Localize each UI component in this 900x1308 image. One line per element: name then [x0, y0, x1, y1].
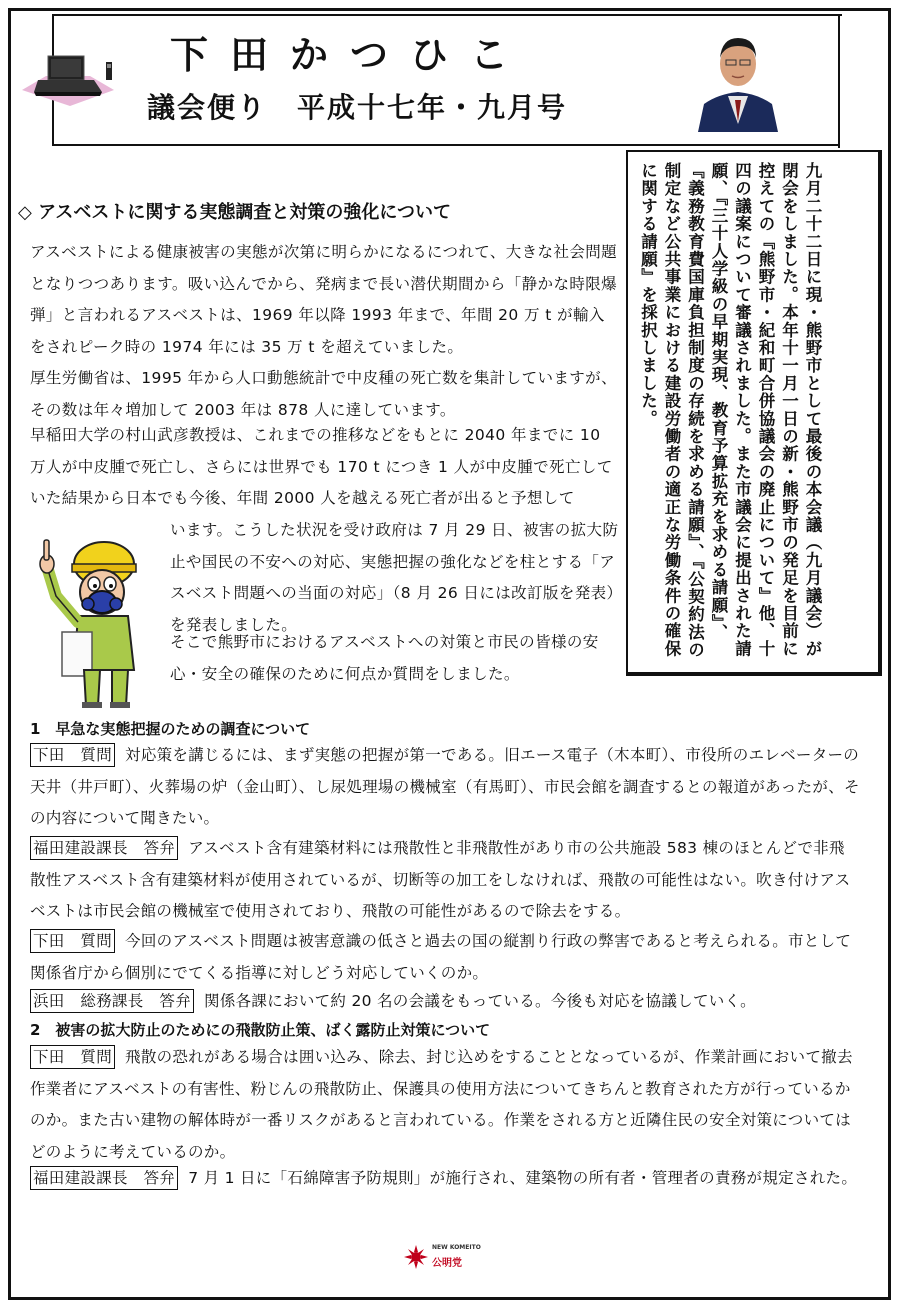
speaker-tag: 下田 質問: [30, 929, 115, 953]
article-paragraph-1: アスベストによる健康被害の実態が次第に明らかになるにつれて、大きな社会問題となりつつあります。吸い込んでから、発病まで長い潜伏期間から「静かな時限爆弾」と言われるアスベストは、1969 年以降 1993 年まで、年間 20 万 t が輸入をされピーク時の 1974 年には 35 万 t を超えていました。: [30, 243, 618, 356]
section-1-title: 1 早急な実態把握のための調査について: [30, 720, 311, 738]
laptop-icon: [18, 50, 128, 110]
qa-item: [30, 740, 860, 835]
header-top-rule: [52, 14, 842, 16]
qa-item: [30, 833, 860, 928]
qa-text: 対応策を講じるには、まず実態の把握が第一である。旧エース電子（木本町）、市役所のエレベーターの天井（井戸町）、火葬場の炉（金山町）、し尿処理場の機械室（有馬町）、市民会館を調査するとの報道があったが、その内容について聞きたい。: [30, 746, 860, 827]
qa-item: [30, 1042, 860, 1168]
council-summary-box: [626, 150, 882, 676]
qa-item: [30, 986, 860, 1018]
speaker-tag: 福田建設課長 答弁: [30, 836, 178, 860]
article-paragraph-2: 厚生労働省は、1995 年から人口動態統計で中皮種の死亡数を集計していますが、その数は年々増加して 2003 年は 878 人に達しています。: [30, 369, 617, 419]
page-subtitle: 議会便り 平成十七年・九月号: [147, 91, 568, 124]
article-heading: ◇ アスベストに関する実態調査と対策の強化について: [18, 202, 452, 223]
author-portrait: [688, 24, 788, 132]
section-2-title: 2 被害の拡大防止のためにの飛散防止策、ばく露防止対策について: [30, 1021, 491, 1039]
qa-text: 7 月 1 日に「石綿障害予防規則」が施行され、建築物の所有者・管理者の責務が規定された。: [188, 1169, 858, 1187]
qa-item: [30, 1163, 860, 1195]
qa-item: [30, 926, 860, 989]
logo-text: 公明党: [432, 1258, 462, 1269]
article-paragraph-4: そこで熊野市におけるアスベストへの対策と市民の皆様の安心・安全の確保のために何点か質問をしました。: [170, 633, 599, 683]
article-paragraph-3-rest: います。こうした状況を受け政府は 7 月 29 日、被害の拡大防止や国民の不安への対応、実態把握の強化などを柱とする「アスベスト問題への当面の対応」（8 月 26 日には改訂版を発表）を発表しました。: [170, 521, 619, 634]
qa-text: 関係各課において約 20 名の会議をもっている。今後も対応を協議していく。: [204, 992, 756, 1010]
header-right-rule: [838, 14, 840, 148]
speaker-tag: 浜田 総務課長 答弁: [30, 989, 194, 1013]
logo-small-text: NEW KOMEITO: [432, 1244, 481, 1251]
page-title: 下田かつひこ: [170, 33, 531, 77]
article-paragraph-3-start: 早稲田大学の村山武彦教授は、これまでの推移などをもとに 2040 年までに 10 万人が中皮腫で死亡し、さらには世界でも 170 t につき 1 人が中皮腫で死亡していた結果から日本でも今後、年間 2000 人を越える死亡者が出ると予想して: [30, 426, 613, 507]
council-summary-text: 九月二十二日に現・熊野市として最後の本会議（九月議会）が閉会をしました。本年十一月一日の新・熊野市の発足を目前に控えての『熊野市・紀和町合併協議会の廃止について』他、十四の議案について審議されました。また市議会に提出された請願、『三十人学級の早期実現、教育予算拡充を求める請願』、『義務教育費国庫負担制度の存続を求める請願』、『公契約法の制定など公共事業における建設労働者の適正な労働条件の確保に関する請願』を採択しました。: [638, 162, 822, 659]
qa-text: アスベスト含有建築材料には飛散性と非飛散性があり市の公共施設 583 棟のほとんどで非飛散性アスベスト含有建築材料が使用されているが、切断等の加工をしなければ、飛散の可能性はない。吹き付けアスベストは市民会館の機械室で使用されており、飛散の可能性があるので除去をする。: [30, 839, 851, 920]
speaker-tag: 下田 質問: [30, 1045, 115, 1069]
qa-text: 今回のアスベスト問題は被害意識の低さと過去の国の縦割り行政の弊害であると考えられる。市として関係省庁から個別にでてくる指導に対しどう対応していくのか。: [30, 932, 852, 982]
qa-text: 飛散の恐れがある場合は囲い込み、除去、封じ込めをすることとなっているが、作業計画において撤去作業者にアスベストの有害性、粉じんの飛散防止、保護具の使用方法についてきちんと教育された方が行っているかのか。また古い建物の解体時が一番リスクがあると言われている。作業をされる方と近隣住民の安全対策についてはどのように考えているのか。: [30, 1048, 853, 1161]
speaker-tag: 下田 質問: [30, 743, 115, 767]
speaker-tag: 福田建設課長 答弁: [30, 1166, 178, 1190]
worker-mascot-illustration: [28, 530, 156, 710]
